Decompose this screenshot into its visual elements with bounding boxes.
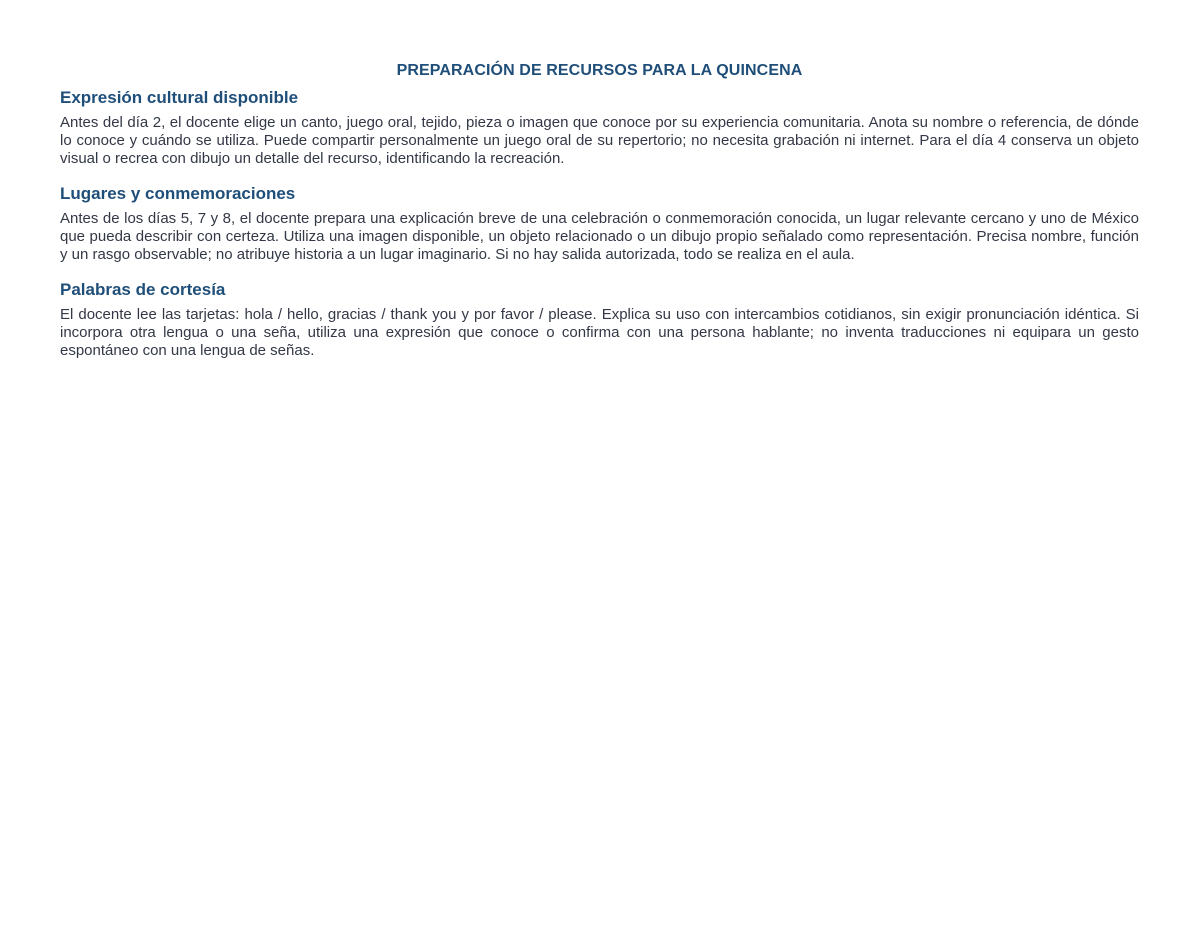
section-places-commemorations [60,183,1139,264]
section-paragraph: Antes del día 2, el docente elige un canto, juego oral, tejido, pieza o imagen que conoce por su experiencia comunitaria. Anota su nombre o referencia, de dónde lo conoce y cuándo se utiliza. Puede compartir personalmente un juego oral de su repertorio; no necesita grabación ni internet. Para el día 4 conserva un objeto visual o recrea con dibujo un detalle del recurso, identificando la recreación. [60,114,1139,167]
section-heading: Expresión cultural disponible [60,88,299,107]
section-heading: Palabras de cortesía [60,280,226,299]
section-cultural-expression [60,87,1139,168]
section-paragraph: El docente lee las tarjetas: hola / hello, gracias / thank you y por favor / please. Explica su uso con intercambios cotidianos, sin exigir pronunciación idéntica. Si incorpora otra lengua o una seña, utiliza una expresión que conoce o confirma con una persona hablante; no inventa traducciones ni equipara un gesto espontáneo con una lengua de señas. [60,306,1139,359]
document-title: PREPARACIÓN DE RECURSOS PARA LA QUINCENA [396,62,803,79]
section-heading: Lugares y conmemoraciones [60,184,296,203]
section-courtesy-words [60,279,1139,360]
section-paragraph: Antes de los días 5, 7 y 8, el docente prepara una explicación breve de una celebración o conmemoración conocida, un lugar relevante cercano y uno de México que pueda describir con certeza. Utiliza una imagen disponible, un objeto relacionado o un dibujo propio señalado como representación. Precisa nombre, función y un rasgo observable; no atribuye historia a un lugar imaginario. Si no hay salida autorizada, todo se realiza en el aula. [60,210,1139,263]
